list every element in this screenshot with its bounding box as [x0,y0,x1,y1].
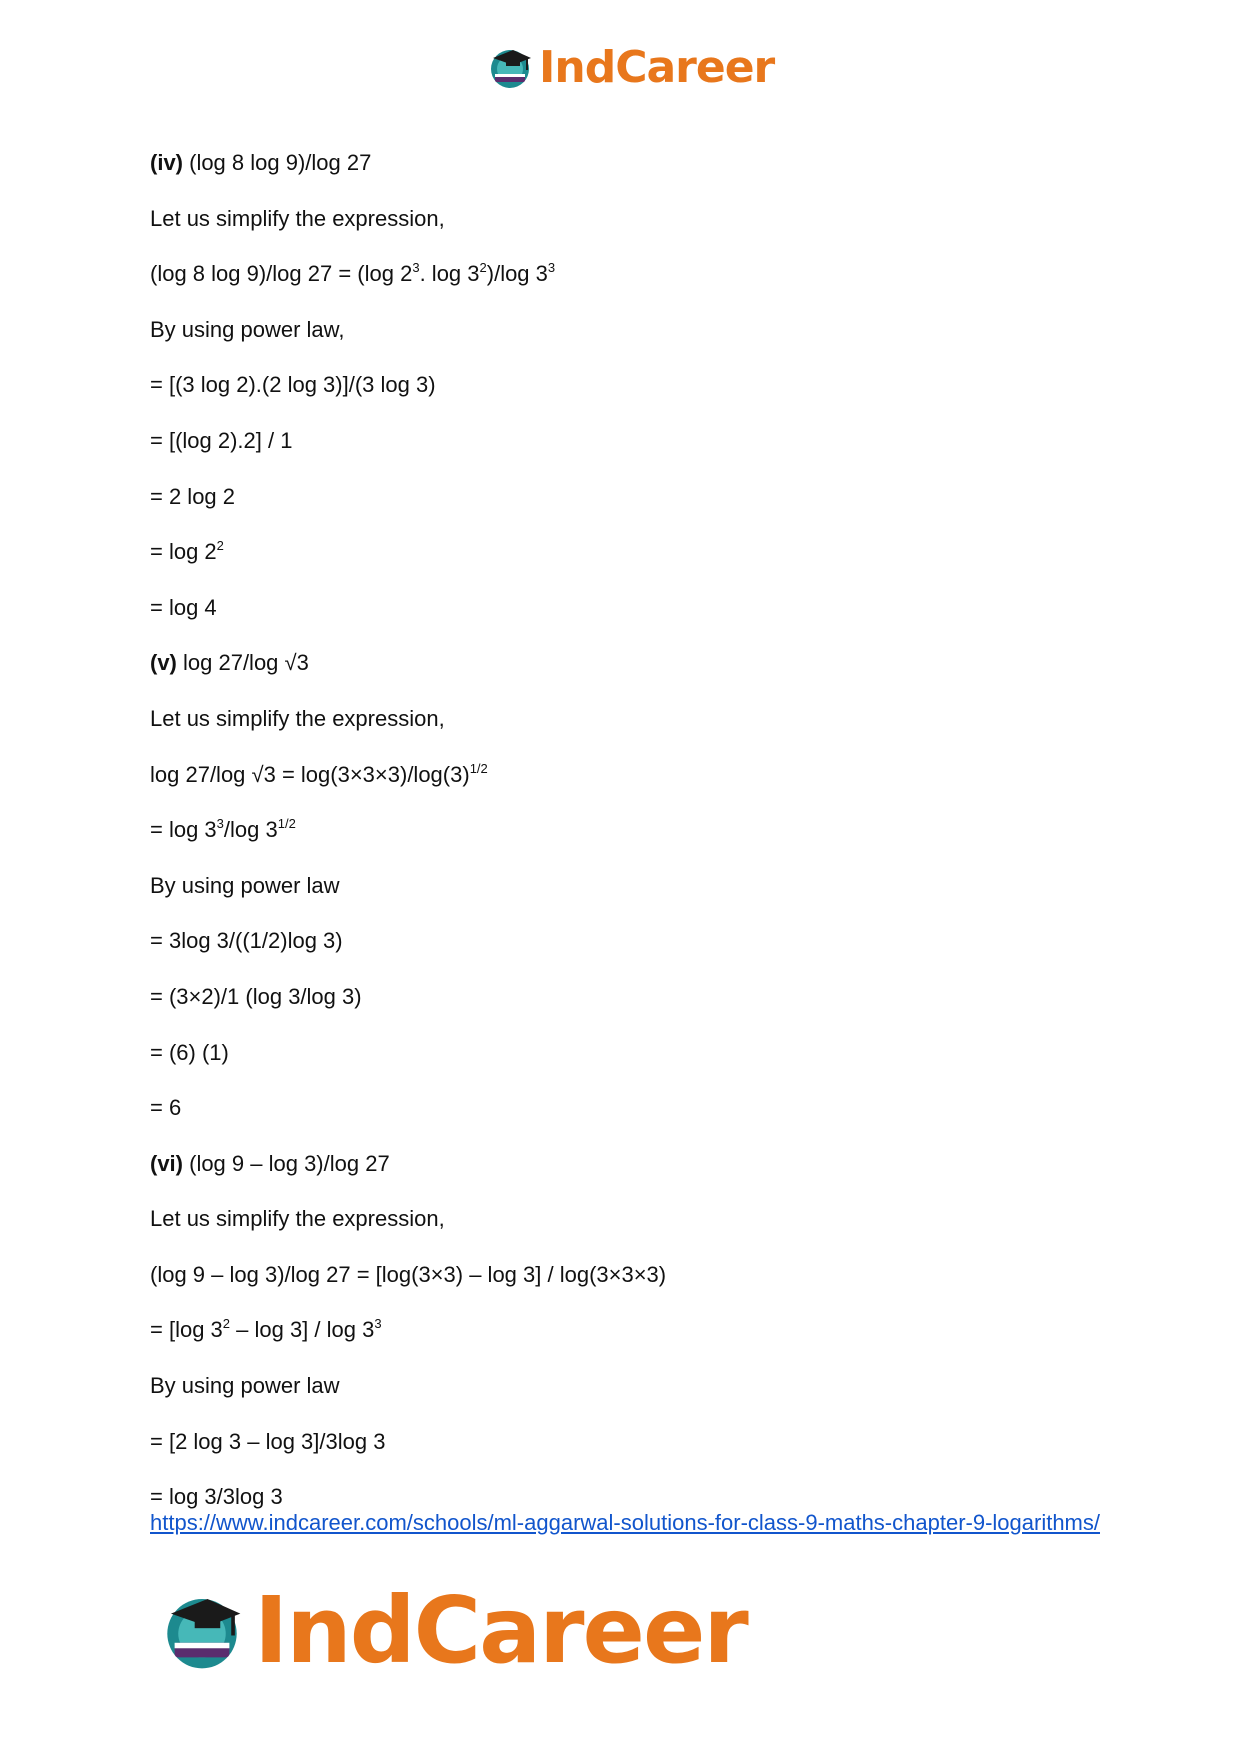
solution-line [150,981,1110,1037]
question-number: (v) [150,650,177,676]
solution-line [150,703,1110,759]
solution-line [150,536,1110,592]
solution-line [150,314,1110,370]
solution-line [150,1092,1110,1148]
solution-line [150,1203,1110,1259]
text-run: (log 8 log 9)/log 27 = (log 2 [150,261,413,287]
text-run: By using power law [150,872,340,898]
text-run: = log 3/3log 3 [150,1484,283,1510]
graduation-cap-book-icon [160,1588,244,1672]
text-run: = 2 log 2 [150,483,236,509]
footer-logo [160,1576,747,1684]
solution-content [150,147,1110,1537]
header-logo [487,42,774,92]
text-run: = [(log 2).2] / 1 [150,427,293,453]
solution-line [150,1426,1110,1482]
text-run: log 27/log √3 = log(3×3×3)/log(3) [150,761,470,787]
solution-line [150,925,1110,981]
text-run: By using power law, [150,316,345,342]
solution-line [150,481,1110,537]
text-run: (log 9 – log 3)/log 27 = [log(3×3) – log 3] / log(3×3×3) [150,1261,667,1287]
question-line [150,1148,1110,1204]
text-run: = [2 log 3 – log 3]/3log 3 [150,1428,386,1454]
superscript: 2 [216,538,224,554]
solution-line [150,369,1110,425]
superscript: 1/2 [469,760,488,776]
text-run: . log 3 [419,261,480,287]
text-run: = log 2 [150,539,217,565]
superscript: 3 [216,816,224,832]
solution-line [150,1259,1110,1315]
text-run: = [log 3 [150,1317,223,1343]
question-line [150,147,1110,203]
solution-line [150,814,1110,870]
graduation-cap-book-icon [487,44,533,90]
superscript: 3 [374,1316,382,1332]
source-link[interactable]: https://www.indcareer.com/schools/ml-aggarwal-solutions-for-class-9-maths-chapter-9-logarithms/ [150,1510,1100,1535]
text-run: /log 3 [223,817,278,843]
header-logo-text: IndCareer [539,41,775,93]
text-run: (log 9 – log 3)/log 27 [183,1150,390,1176]
solution-line [150,759,1110,815]
text-run: log 27/log √3 [176,650,309,676]
solution-line [150,1370,1110,1426]
solution-line [150,1037,1110,1093]
superscript: 2 [479,260,487,276]
solution-line [150,258,1110,314]
text-run: = log 3 [150,817,217,843]
superscript: 1/2 [277,816,296,832]
text-run: = [(3 log 2).(2 log 3)]/(3 log 3) [150,372,436,398]
solution-line [150,870,1110,926]
superscript: 2 [222,1316,231,1332]
footer-logo-text: IndCareer [254,1576,747,1684]
question-number: (vi) [150,1150,183,1176]
text-run: )/log 3 [486,261,548,287]
text-run: = log 4 [150,594,217,620]
superscript: 3 [547,260,556,276]
text-run: Let us simplify the expression, [150,705,445,731]
text-run: (log 8 log 9)/log 27 [183,150,372,175]
solution-line [150,592,1110,648]
text-run: = (3×2)/1 (log 3/log 3) [150,983,362,1009]
text-run: Let us simplify the expression, [150,205,445,231]
text-run: = (6) (1) [150,1039,229,1065]
text-run: = 6 [150,1095,182,1121]
text-run: Let us simplify the expression, [150,1206,445,1232]
text-run: – log 3] / log 3 [230,1317,375,1343]
solution-line [150,1314,1110,1370]
superscript: 3 [412,260,420,276]
text-run: By using power law [150,1373,340,1399]
question-number: (iv) [150,150,183,175]
solution-line [150,203,1110,259]
solution-line [150,425,1110,481]
question-line [150,647,1110,703]
text-run: = 3log 3/((1/2)log 3) [150,928,343,954]
